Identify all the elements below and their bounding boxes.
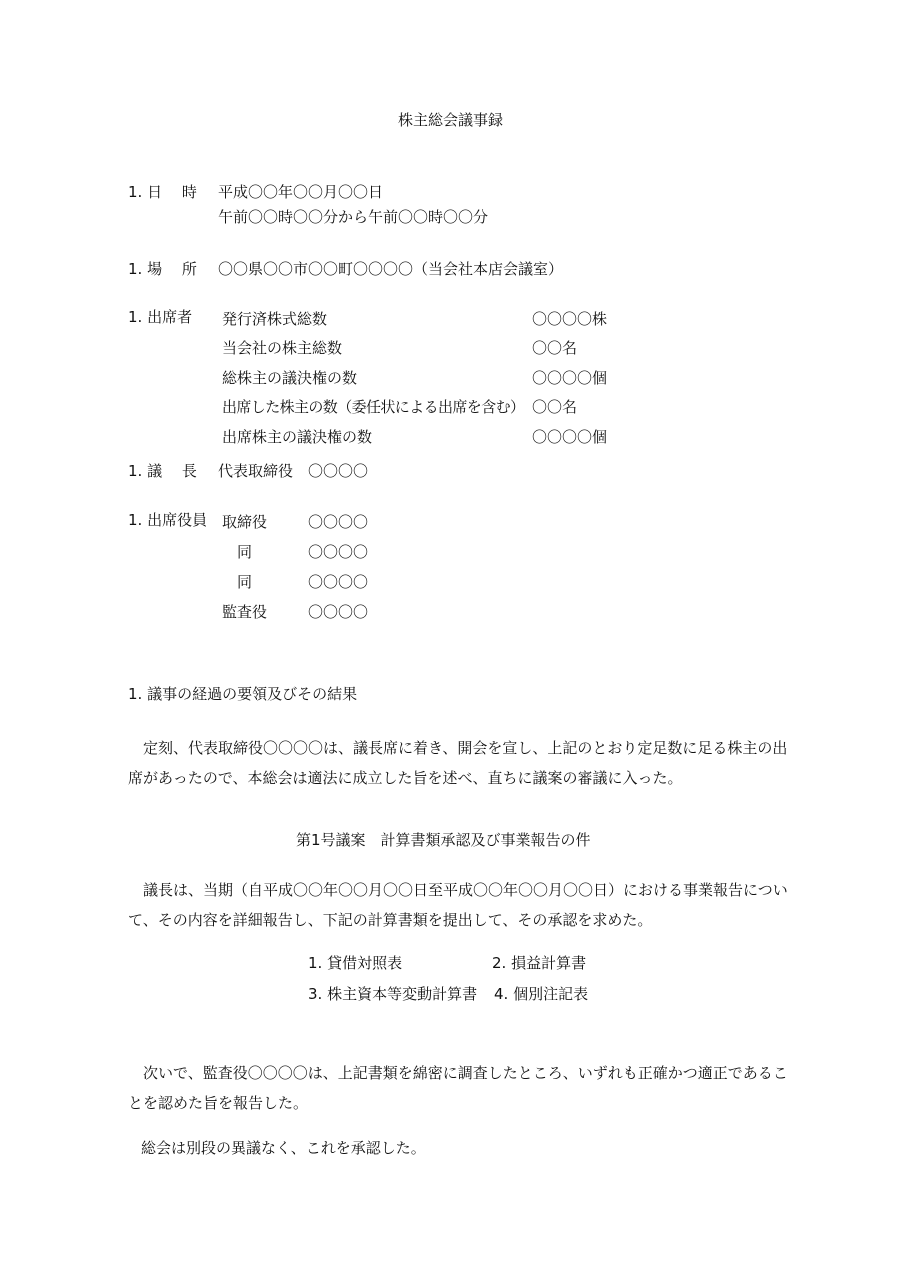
attendance-value: 〇〇名	[532, 339, 578, 357]
datetime-time: 午前〇〇時〇〇分から午前〇〇時〇〇分	[218, 208, 489, 226]
statement-item: 2. 損益計算書	[492, 954, 587, 972]
place-value: 〇〇県〇〇市〇〇町〇〇〇〇（当会社本店会議室）	[218, 260, 564, 278]
approval-result: 総会は別段の異議なく、これを承認した。	[141, 1139, 426, 1157]
statement-item: 1. 貸借対照表	[308, 954, 403, 972]
attendance-item: 発行済株式総数	[222, 310, 328, 328]
statement-item: 3. 株主資本等変動計算書	[308, 985, 478, 1003]
attendance-item: 当会社の株主総数	[222, 339, 343, 357]
statement-item: 4. 個別注記表	[494, 985, 589, 1003]
agenda1-text: 議長は、当期（自平成〇〇年〇〇月〇〇日至平成〇〇年〇〇月〇〇日）における事業報告について、その内容を詳細報告し、下記の計算書類を提出して、その承認を求めた。	[128, 881, 788, 929]
datetime-label: 1. 日 時	[128, 183, 197, 201]
officer-role: 同	[237, 543, 253, 561]
chair-value: 代表取締役 〇〇〇〇	[218, 462, 369, 480]
document-title: 株主総会議事録	[398, 111, 504, 129]
officer-name: 〇〇〇〇	[308, 513, 369, 531]
proceedings-heading: 1. 議事の経過の要領及びその結果	[128, 685, 358, 703]
agenda1-title: 第1号議案 計算書類承認及び事業報告の件	[296, 831, 591, 849]
attendance-item: 出席株主の議決権の数	[222, 428, 373, 446]
attendance-item: 出席した株主の数（委任状による出席を含む）	[222, 398, 525, 416]
attendance-value: 〇〇〇〇個	[532, 369, 608, 387]
chair-label: 1. 議 長	[128, 462, 197, 480]
officer-name: 〇〇〇〇	[308, 573, 369, 591]
officer-name: 〇〇〇〇	[308, 543, 369, 561]
attendance-value: 〇〇〇〇個	[532, 428, 608, 446]
attendance-value: 〇〇名	[532, 398, 578, 416]
officer-role: 同	[237, 573, 253, 591]
attendance-label: 1. 出席者	[128, 308, 193, 326]
officer-name: 〇〇〇〇	[308, 603, 369, 621]
proceedings-intro: 定刻、代表取締役〇〇〇〇は、議長席に着き、開会を宣し、上記のとおり定足数に足る株主の出席があったので、本総会は適法に成立した旨を述べ、直ちに議案の審議に入った。	[128, 739, 788, 787]
officers-label: 1. 出席役員	[128, 511, 208, 529]
audit-report: 次いで、監査役〇〇〇〇は、上記書類を綿密に調査したところ、いずれも正確かつ適正であることを認めた旨を報告した。	[128, 1064, 788, 1112]
datetime-date: 平成〇〇年〇〇月〇〇日	[218, 183, 384, 201]
attendance-item: 総株主の議決権の数	[222, 369, 358, 387]
attendance-value: 〇〇〇〇株	[532, 310, 608, 328]
officer-role: 取締役	[222, 513, 268, 531]
place-label: 1. 場 所	[128, 260, 197, 278]
officer-role: 監査役	[222, 603, 268, 621]
